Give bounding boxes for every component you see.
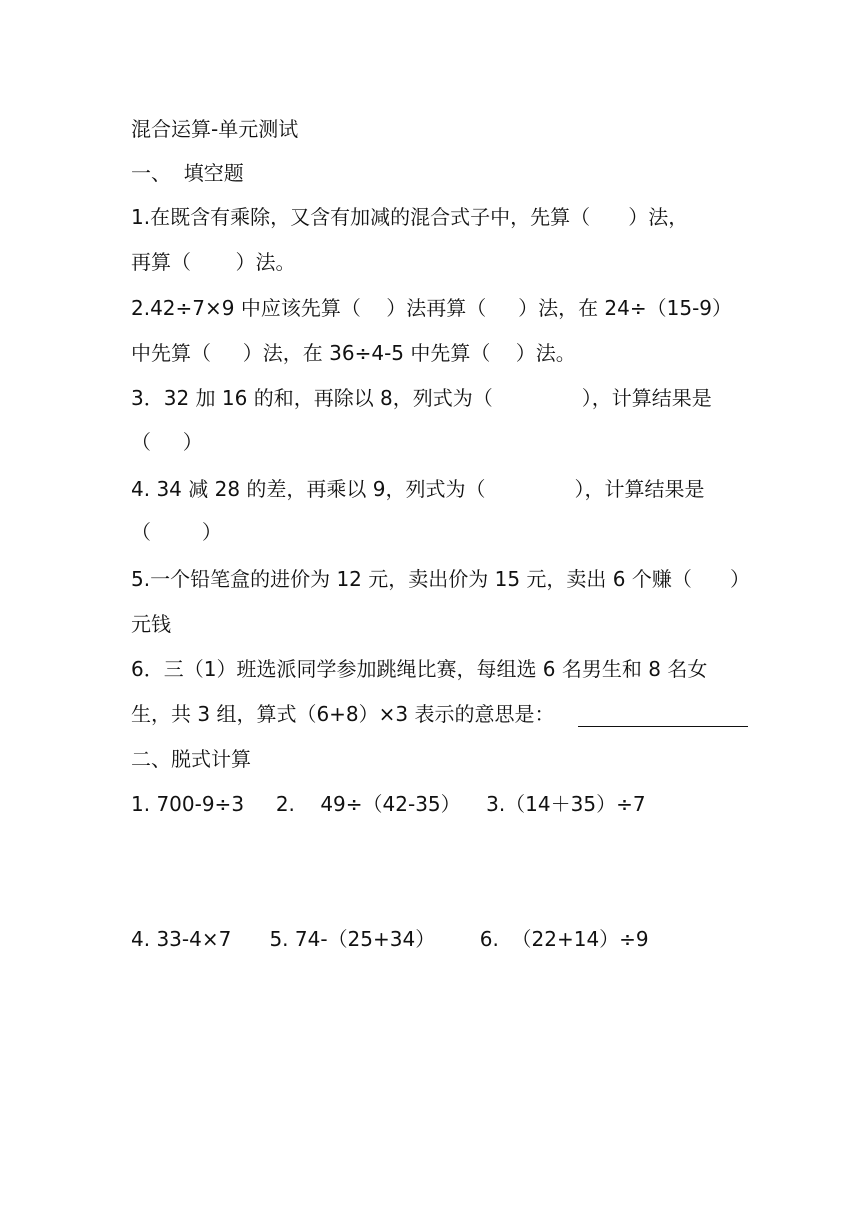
- question-3-line-1: 3．32 加 16 的和，再除以 8，列式为（ ），计算结果是: [131, 386, 712, 410]
- question-2-line-2: 中先算（ ）法，在 36÷4-5 中先算（ ）法。: [131, 341, 576, 365]
- question-3-line-2: （ ）: [131, 430, 203, 454]
- question-5-line-1: 5.一个铅笔盒的进价为 12 元，卖出价为 15 元，卖出 6 个赚（ ）: [131, 567, 750, 591]
- calculation-row-2: 4. 33-4×7 5. 74-（25+34） 6. （22+14）÷9: [131, 927, 649, 951]
- section-heading-calculation: 二、脱式计算: [131, 747, 251, 771]
- calculation-row-1: 1. 700-9÷3 2. 49÷（42-35） 3.（14＋35）÷7: [131, 792, 646, 816]
- question-6-line-1: 6．三（1）班选派同学参加跳绳比赛，每组选 6 名男生和 8 名女: [131, 657, 708, 681]
- question-4-line-2: （ ）: [131, 520, 222, 544]
- question-2-line-1: 2.42÷7×9 中应该先算（ ）法再算（ ）法，在 24÷（15-9）: [131, 296, 733, 320]
- question-6-line-2: 生，共 3 组，算式（6+8）×3 表示的意思是：: [131, 702, 555, 726]
- page-title: 混合运算-单元测试: [131, 117, 299, 141]
- question-1-line-2: 再算（ ）法。: [131, 250, 296, 274]
- section-heading-fill-blanks: 一、 填空题: [131, 161, 244, 185]
- question-1-line-1: 1.在既含有乘除，又含有加减的混合式子中，先算（ ）法，: [131, 205, 689, 229]
- question-5-line-2: 元钱: [131, 612, 171, 636]
- question-4-line-1: 4. 34 减 28 的差，再乘以 9，列式为（ ），计算结果是: [131, 477, 705, 501]
- answer-blank-line[interactable]: [578, 726, 748, 727]
